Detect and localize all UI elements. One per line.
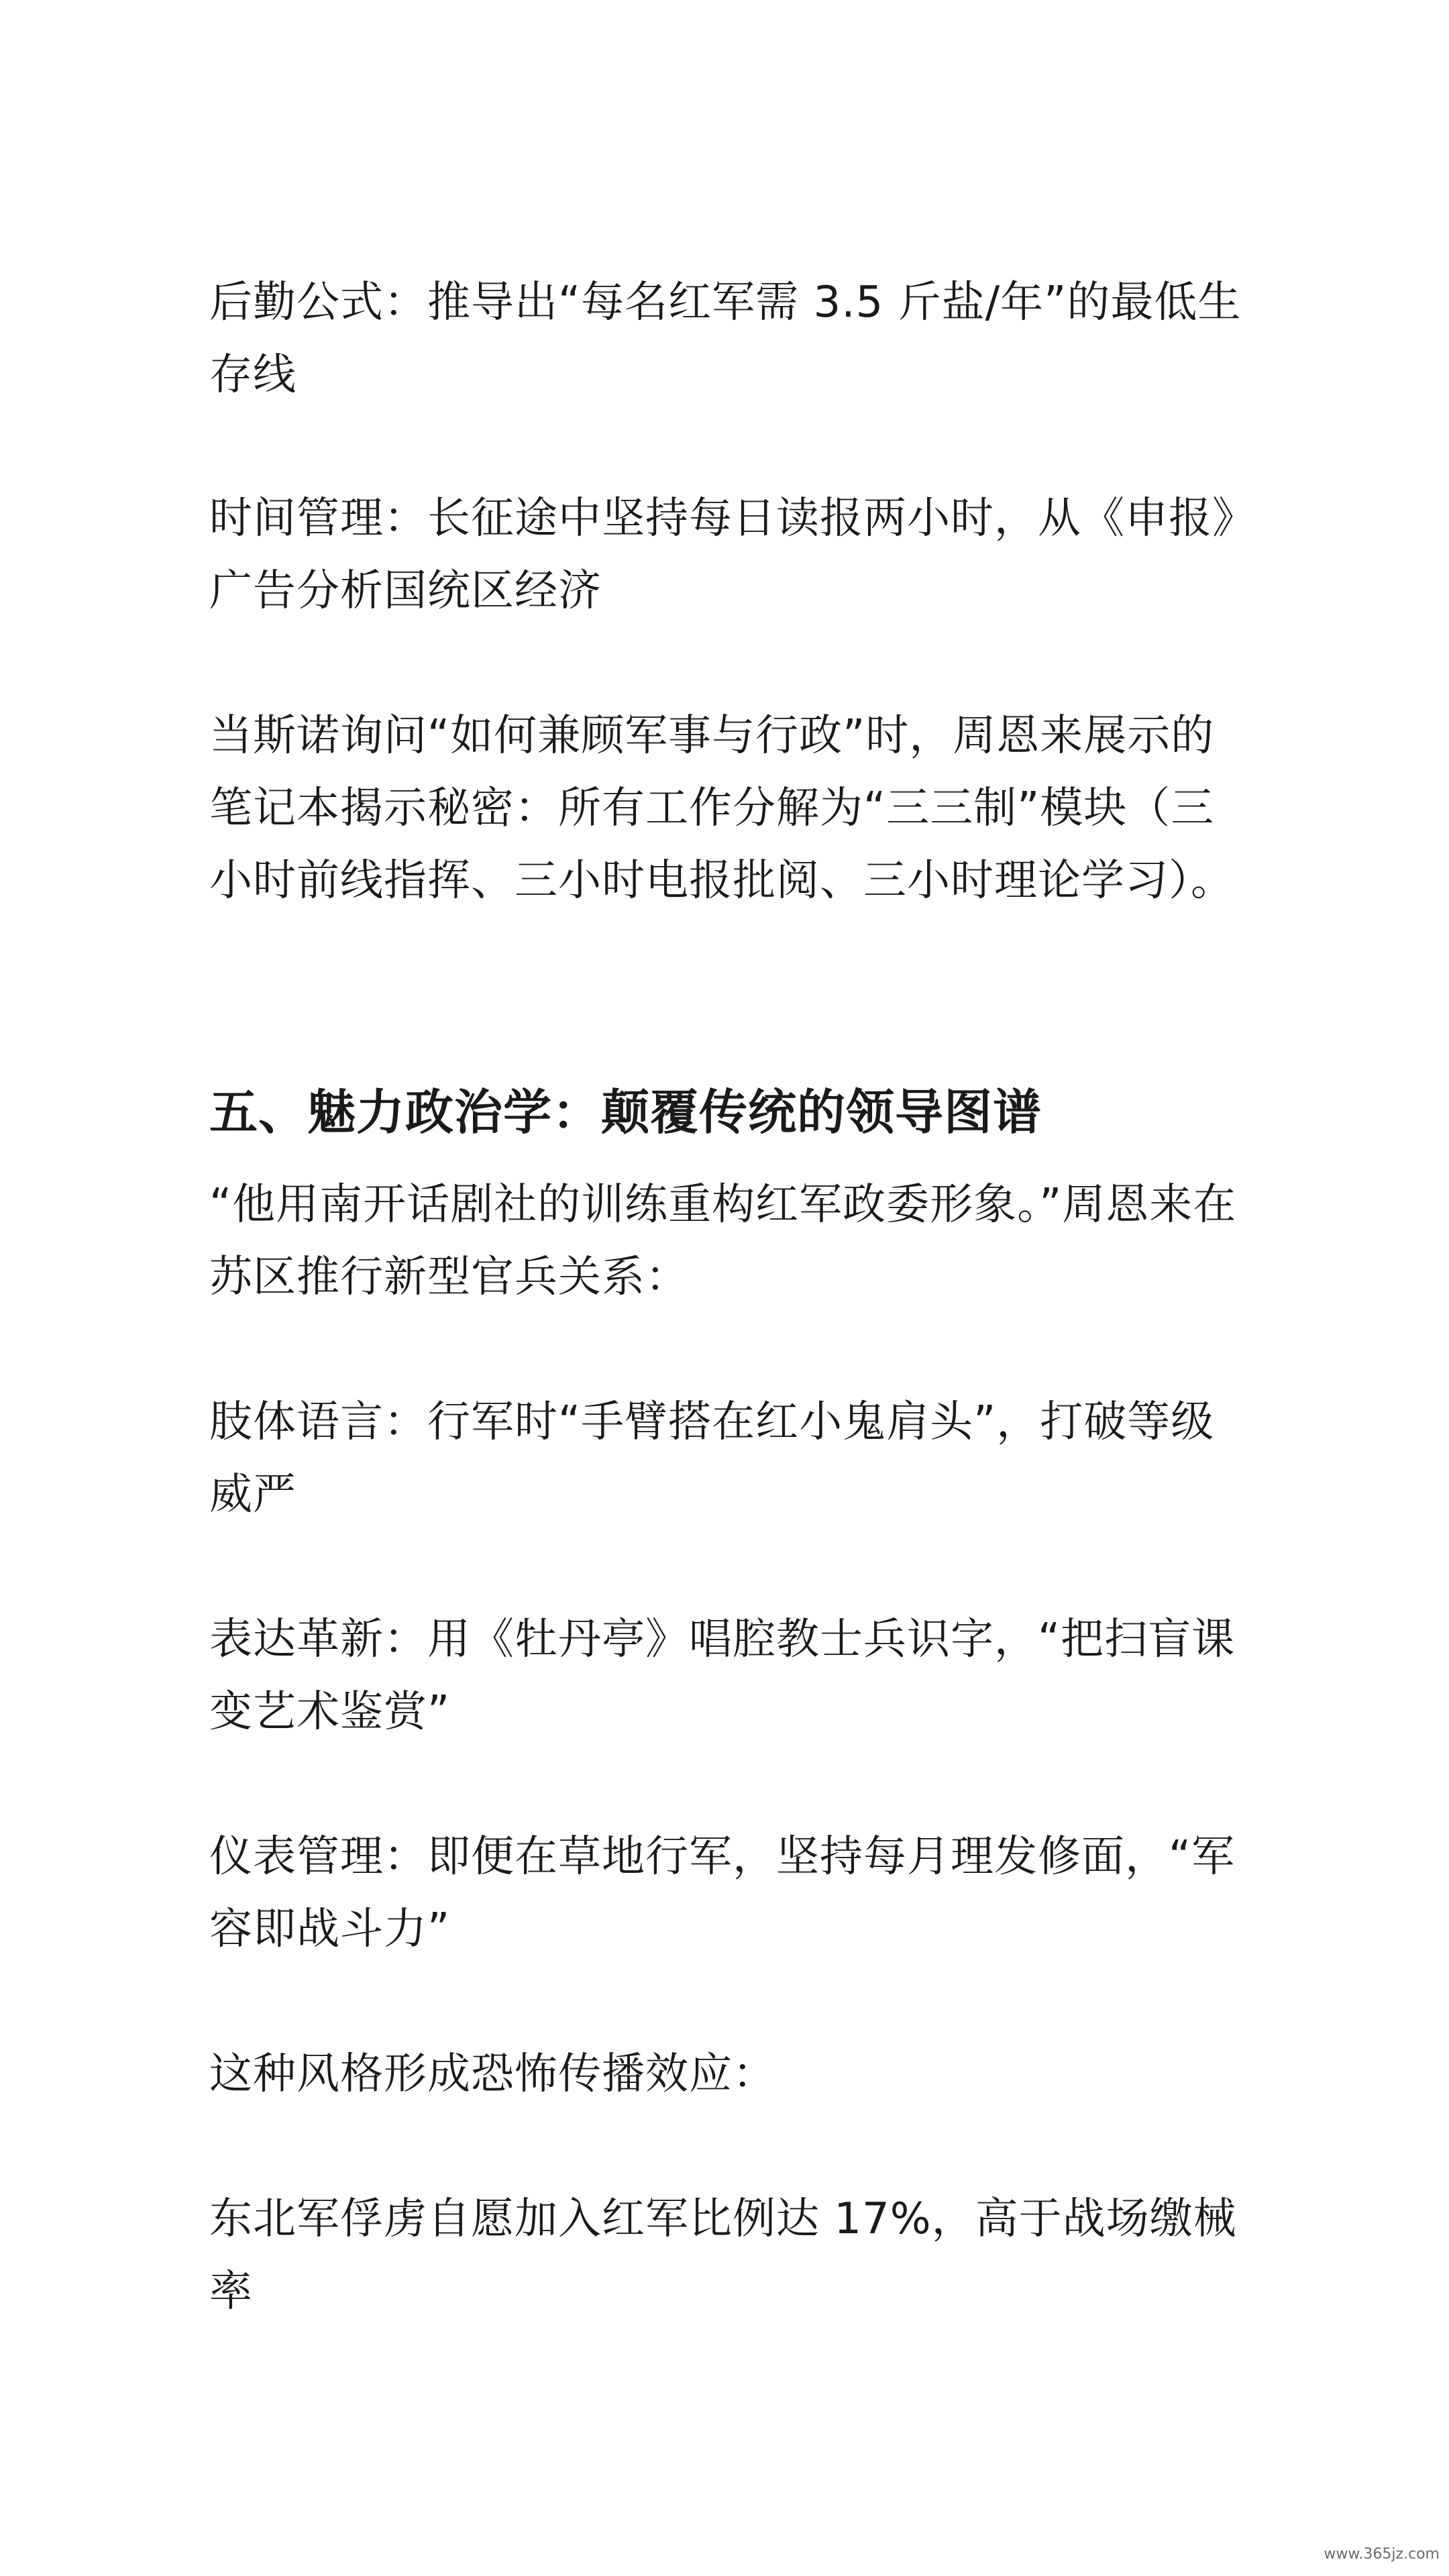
- paragraph-appearance-management: 仪表管理：即便在草地行军，坚持每月理发修面，“军容即战斗力”: [209, 1832, 1236, 1954]
- site-watermark: www.365jz.com: [1324, 2546, 1440, 2563]
- paragraph-expression-innovation: 表达革新：用《牡丹亭》唱腔教士兵识字，“把扫盲课变艺术鉴赏”: [209, 1615, 1236, 1737]
- paragraph-effect-intro: 这种风格形成恐怖传播效应：: [209, 2049, 776, 2099]
- paragraph-logistics-formula: 后勤公式：推导出“每名红军需 3.5 斤盐/年”的最低生存线: [209, 278, 1242, 400]
- paragraph-time-management: 时间管理：长征途中坚持每日读报两小时，从《申报》广告分析国统区经济: [209, 494, 1234, 616]
- paragraph-pow-ratio: 东北军俘虏自愿加入红军比例达 17%，高于战场缴械率: [209, 2194, 1237, 2316]
- section-heading-charisma-politics: 五、魅力政治学：颠覆传统的领导图谱: [209, 1084, 1042, 1140]
- paragraph-snow-question: 当斯诺询问“如何兼顾军事与行政”时，周恩来展示的笔记本揭示秘密：所有工作分解为“三三制”模块（三小时前线指挥、三小时电报批阅、三小时理论学习）。: [209, 711, 1234, 906]
- paragraph-nankai-drama: “他用南开话剧社的训练重构红军政委形象。”周恩来在苏区推行新型官兵关系：: [209, 1180, 1237, 1302]
- paragraph-body-language: 肢体语言：行军时“手臂搭在红小鬼肩头”，打破等级威严: [209, 1397, 1215, 1519]
